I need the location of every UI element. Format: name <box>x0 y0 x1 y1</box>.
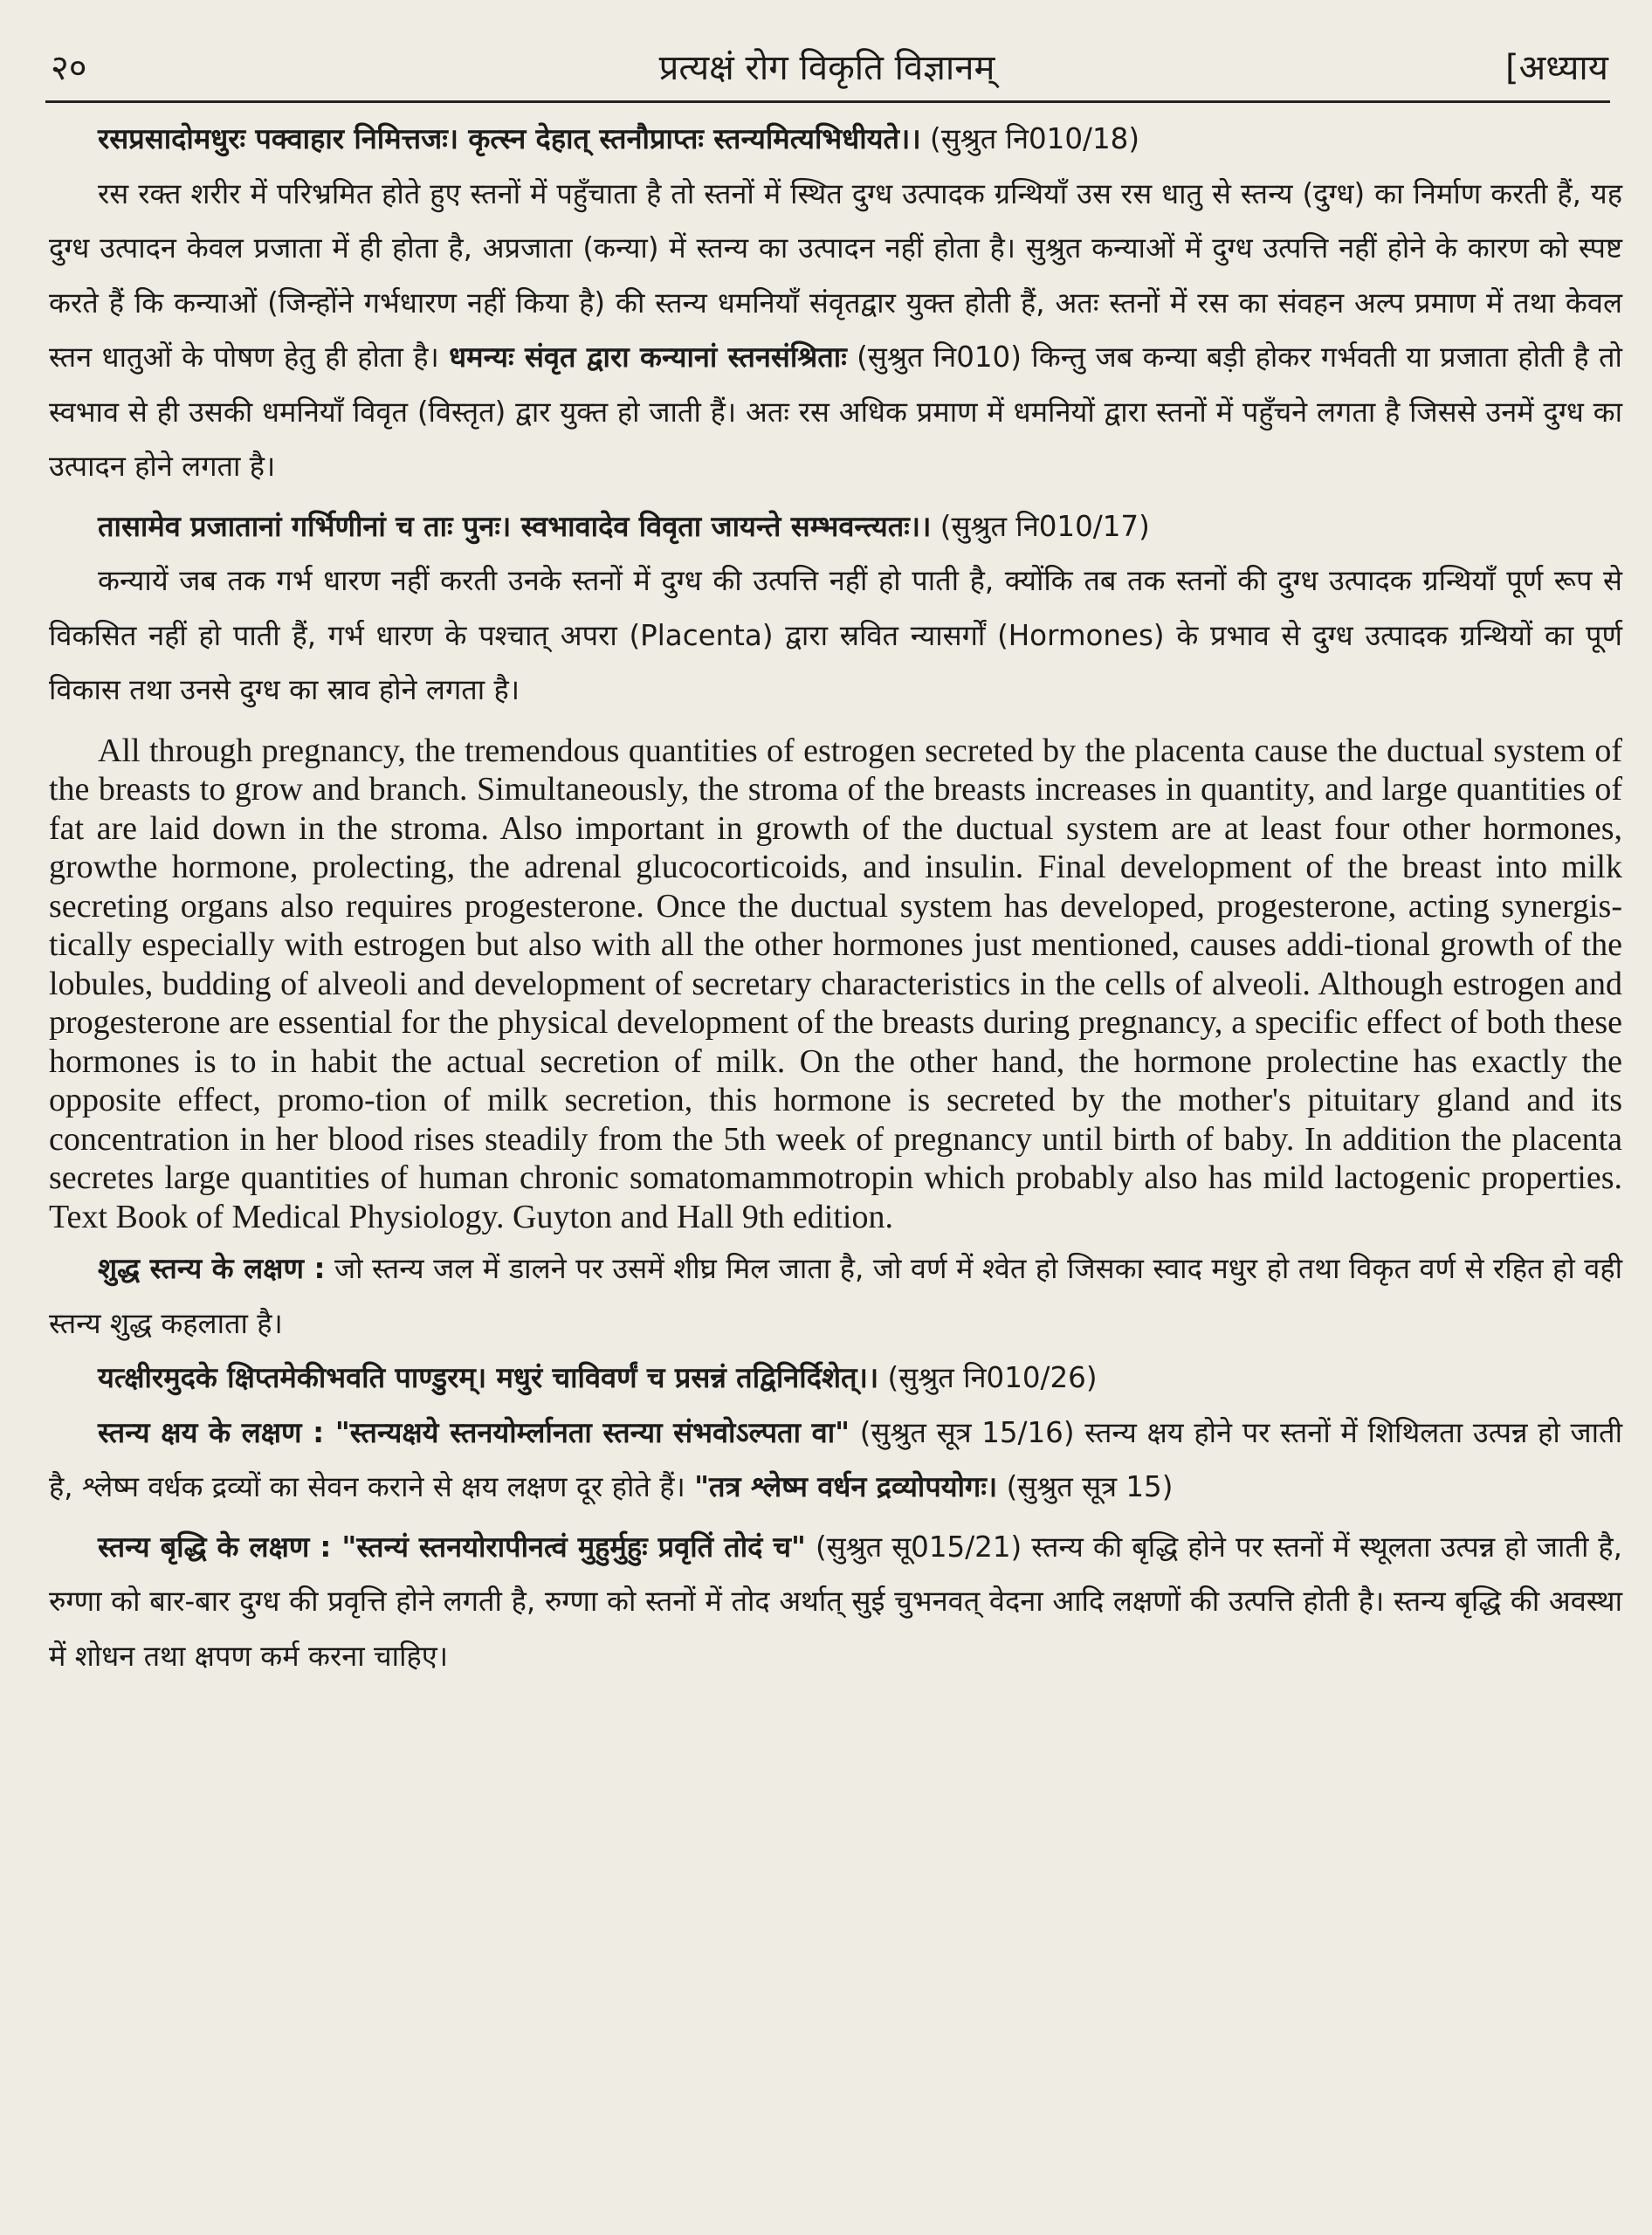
paragraph-text: (सुश्रुत सू015/21) स्तन्य की बृद्धि होने पर स्तनों में स्थूलता उत्पन्न हो जाती है, रुग्णा को बार-बार दुग्ध की प्रवृत्ति होने लगती है, रुग्णा को स्तनों में तोद अर्थात् सुई चुभनवत् वेदना आदि लक्षणों की उत्पत्ति होती है। स्तन्य बृद्धि की अवस्था में शोधन तथा क्षपण कर्म करना चाहिए। <box>49 1530 1622 1673</box>
inline-quote: "स्तन्यं स्तनयोरापीनत्वं मुहुर्मुहुः प्रवृतिं तोदं च" <box>331 1530 806 1564</box>
paragraph-text: जो स्तन्य जल में डालने पर उसमें शीघ्र मिल जाता है, जो वर्ण में श्वेत हो जिसका स्वाद मधुर हो तथा विकृत वर्ण से रहित हो वही स्तन्य शुद्ध कहलाता है। <box>49 1252 1622 1340</box>
verse-block <box>49 112 1622 167</box>
verse-reference: (सुश्रुत नि010/17) <box>931 509 1150 543</box>
verse-text: रसप्रसादोमधुरः पक्वाहार निमित्तजः। कृत्स्न देहात् स्तनौप्राप्तः स्तन्यमित्यभिधीयते।। <box>98 122 921 155</box>
book-title: प्रत्यक्षं रोग विकृति विज्ञानम् <box>658 48 995 88</box>
inline-quote: "स्तन्यक्षये स्तनयोर्म्लानता स्तन्या संभवोऽल्पता वा" <box>324 1415 850 1449</box>
section-heading: शुद्ध स्तन्य के लक्षण : <box>98 1252 326 1285</box>
chapter-label: [अध्याय <box>1505 48 1608 88</box>
verse-block <box>49 499 1622 554</box>
verse-text: तासामेव प्रजातानां गर्भिणीनां च ताः पुनः। स्वभावादेव विवृता जायन्ते सम्भवन्त्यतः।। <box>98 509 932 543</box>
verse-reference: (सुश्रुत नि010/26) <box>878 1361 1098 1394</box>
paragraph-text: All through pregnancy, the tremendous quantities of estrogen secreted by the placenta cause the ductual system of the breasts to grow and branch. Simultaneously, the stroma of the breasts increases in quantity, and large quantities of fat are laid down in the stroma. Also important in growth of the ductual system are at least four other hormones, growthe hormone, prolecting, the adrenal glucocorticoids, and insulin. Final development of the breast into milk secreting organs also requires progesterone. Once the ductual system has developed, progesterone, acting synergis-tically especially with estrogen but also with all the other hormones just mentioned, causes addi-tional growth of the lobules, budding of alveoli and development of secretary characteristics in the cells of alveoli. Although estrogen and progesterone are essential for the physical development of the breasts during pregnancy, a specific effect of both these hormones is to in habit the actual secretion of milk. On the other hand, the hormone prolectine has exactly the opposite effect, promo-tion of milk secretion, this hormone is secreted by the mother's pituitary gland and its concentration in her blood rises steadily from the 5th week of pregnancy until birth of baby. In addition the placenta secretes large quantities of human chronic somatomammotropin which probably also has mild lactogenic properties. Text Book of Medical Physiology. Guyton and Hall 9th edition. <box>49 732 1622 1235</box>
section-heading: स्तन्य क्षय के लक्षण : <box>98 1415 325 1449</box>
paragraph-text: (सुश्रुत नि010) किन्तु जब कन्या बड़ी होकर गर्भवती या प्रजाता होती है तो स्वभाव से ही उसकी धमनियाँ विवृत (विस्तृत) द्वार युक्त हो जाती हैं। अतः रस अधिक प्रमाण में धमनियों द्वारा स्तनों में पहुँचने लगता है जिससे उनमें दुग्ध का उत्पादन होने लगता है। <box>49 340 1622 483</box>
verse-reference: (सुश्रुत सूत्र 15) <box>997 1470 1174 1503</box>
page-header <box>45 35 1608 98</box>
verse-block <box>49 1351 1622 1406</box>
paragraph-text: (सुश्रुत सूत्र 15/16) स्तन्य क्षय होने पर स्तनों में शिथिलता उत्पन्न हो जाती है, श्लेष्म वर्धक द्रव्यों का सेवन कराने से क्षय लक्षण दूर होते हैं। <box>49 1415 1622 1503</box>
hindi-paragraph <box>49 554 1622 718</box>
english-paragraph <box>49 732 1622 1237</box>
section-heading: स्तन्य बृद्धि के लक्षण : <box>98 1530 332 1564</box>
verse-reference: (सुश्रुत नि010/18) <box>920 122 1140 155</box>
hindi-paragraph <box>49 167 1622 494</box>
inline-quote: "तत्र श्लेष्म वर्धन द्रव्योपयोगः। <box>694 1470 998 1503</box>
section-stanya-vriddhi <box>49 1520 1622 1684</box>
page-body <box>49 112 1622 1683</box>
paragraph-text: रस रक्त शरीर में परिभ्रमित होते हुए स्तनों में पहुँचाता है तो स्तनों में स्थित दुग्ध उत्पादक ग्रन्थियाँ उस रस धातु से स्तन्य (दुग्ध) का निर्माण करती हैं, यह दुग्ध उत्पादन केवल प्रजाता में ही होता है, अप्रजाता (कन्या) में स्तन्य का उत्पादन नहीं होता है। सुश्रुत कन्याओं में दुग्ध उत्पत्ति नहीं होने के कारण को स्पष्ट करते हैं कि कन्याओं (जिन्होंने गर्भधारण नहीं किया है) की स्तन्य धमनियाँ संवृतद्वार युक्त होती हैं, अतः स्तनों में रस का संवहन अल्प प्रमाण में तथा केवल स्तन धातुओं के पोषण हेतु ही होता है। <box>49 176 1622 374</box>
paragraph-text: कन्यायें जब तक गर्भ धारण नहीं करती उनके स्तनों में दुग्ध की उत्पत्ति नहीं हो पाती है, क्योंकि तब तक स्तनों की दुग्ध उत्पादक ग्रन्थियाँ पूर्ण रूप से विकसित नहीं हो पाती हैं, गर्भ धारण के पश्चात् अपरा (Placenta) द्वारा स्रवित न्यासर्गों (Hormones) के प्रभाव से दुग्ध उत्पादक ग्रन्थियों का पूर्ण विकास तथा उनसे दुग्ध का स्राव होने लगता है। <box>49 564 1622 706</box>
header-divider <box>45 100 1610 103</box>
inline-quote: धमन्यः संवृत द्वारा कन्यानां स्तनसंश्रिताः <box>449 340 847 374</box>
verse-text: यत्क्षीरमुदके क्षिप्तमेकीभवति पाण्डुरम्। मधुरं चाविवर्णं च प्रसन्नं तद्विनिर्दिशेत्।। <box>98 1361 879 1394</box>
section-stanya-kshaya <box>49 1406 1622 1515</box>
section-shuddha-stanya <box>49 1241 1622 1351</box>
page-number: २० <box>51 48 87 88</box>
